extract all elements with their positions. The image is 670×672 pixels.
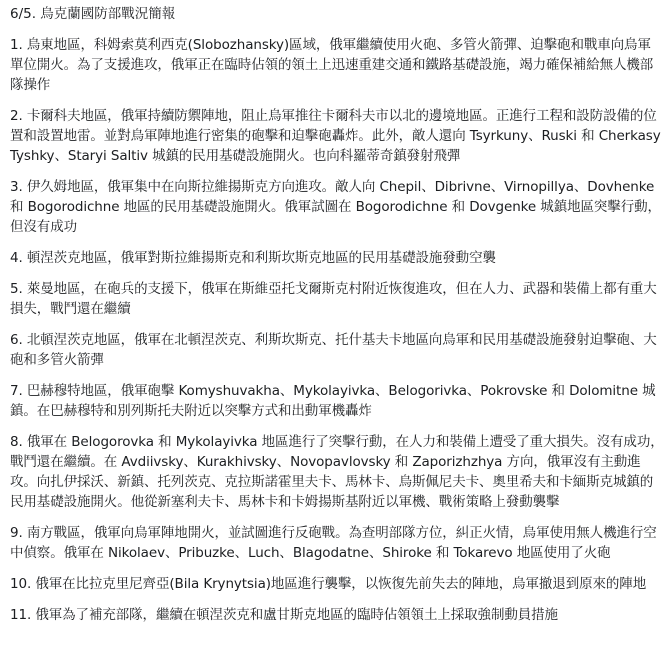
paragraph-8: 8. 俄軍在 Belogorovka 和 Mykolayivka 地區進行了突擊行動，在人力和裝備上遭受了重大損失。沒有成功，戰鬥還在繼續。在 Avdiivsky、Kurakhivsky、Novopavlovsky 和 Zaporizhzhya 方向，俄軍沒有主動進攻。向扎伊採沃、新鎮、托列茨克、克拉斯諾霍里夫卡、馬林卡、烏斯佩尼夫卡、奧里希夫和卡緬斯克城鎮的民用基礎設施開火。他從新塞利夫卡、馬林卡和卡姆揚斯基附近以軍機、戰術策略上發動襲擊 — [10, 434, 664, 510]
paragraph-9: 9. 南方戰區，俄軍向烏軍陣地開火，並試圖進行反砲戰。為查明部隊方位，糾正火情，烏軍使用無人機進行空中偵察。俄軍在 Nikolaev、Pribuzke、Luch、Blagodatne、Shiroke 和 Tokarevo 地區使用了火砲 — [10, 525, 657, 561]
document-title: 6/5. 烏克蘭國防部戰況簡報 — [10, 6, 176, 22]
paragraph-5: 5. 萊曼地區，在砲兵的支援下，俄軍在斯維亞托戈爾斯克村附近恢復進攻，但在人力、武器和裝備上都有重大損失，戰鬥還在繼續 — [10, 281, 657, 317]
paragraph-6: 6. 北頓涅茨克地區，俄軍在北頓涅茨克、利斯坎斯克、托什基夫卡地區向烏軍和民用基礎設施發射迫擊砲、大砲和多管火箭彈 — [10, 332, 657, 368]
paragraph-3: 3. 伊久姆地區，俄軍集中在向斯拉維揚斯克方向進攻。敵人向 Chepil、Dibrivne、Virnopillya、Dovhenke 和 Bogorodichne 地區的民用基礎設施開火。俄軍試圖在 Bogorodichne 和 Dovgenke 城鎮地區突擊行動，但沒有成功 — [10, 179, 661, 235]
paragraph-2: 2. 卡爾科夫地區，俄軍持續防禦陣地，阻止烏軍推往卡爾科夫市以北的邊境地區。正進行工程和設防設備的位置和設置地雷。並對烏軍陣地進行密集的砲擊和迫擊砲轟炸。此外，敵人還向 Tsyrkuny、Ruski 和 Cherkasy Tyshky、Staryi Saltiv 城鎮的民用基礎設施開火。也向科羅蒂奇鎮發射飛彈 — [10, 108, 661, 164]
paragraph-7: 7. 巴赫穆特地區，俄軍砲擊 Komyshuvakha、Mykolayivka、Belogorivka、Pokrovske 和 Dolomitne 城鎮。在巴赫穆特和別列斯托夫附近以突擊方式和出動軍機轟炸 — [10, 383, 656, 419]
paragraph-4: 4. 頓涅茨克地區，俄軍對斯拉維揚斯克和利斯坎斯克地區的民用基礎設施發動空襲 — [10, 250, 496, 266]
paragraph-1: 1. 烏東地區，科姆索莫利西克(Slobozhansky)區域，俄軍繼續使用火砲、多管火箭彈、迫擊砲和戰車向烏軍單位開火。為了支援進攻，俄軍正在臨時佔領的領土上迅速重建交通和鐵路基礎設施，竭力確保補給無人機部隊操作 — [10, 37, 654, 93]
paragraph-10: 10. 俄軍在比拉克里尼齊亞(Bila Krynytsia)地區進行襲擊，以恢復先前失去的陣地，烏軍撤退到原來的陣地 — [10, 576, 647, 592]
paragraph-11: 11. 俄軍為了補充部隊，繼續在頓涅茨克和盧甘斯克地區的臨時佔領領土上採取強制動員措施 — [10, 607, 558, 623]
